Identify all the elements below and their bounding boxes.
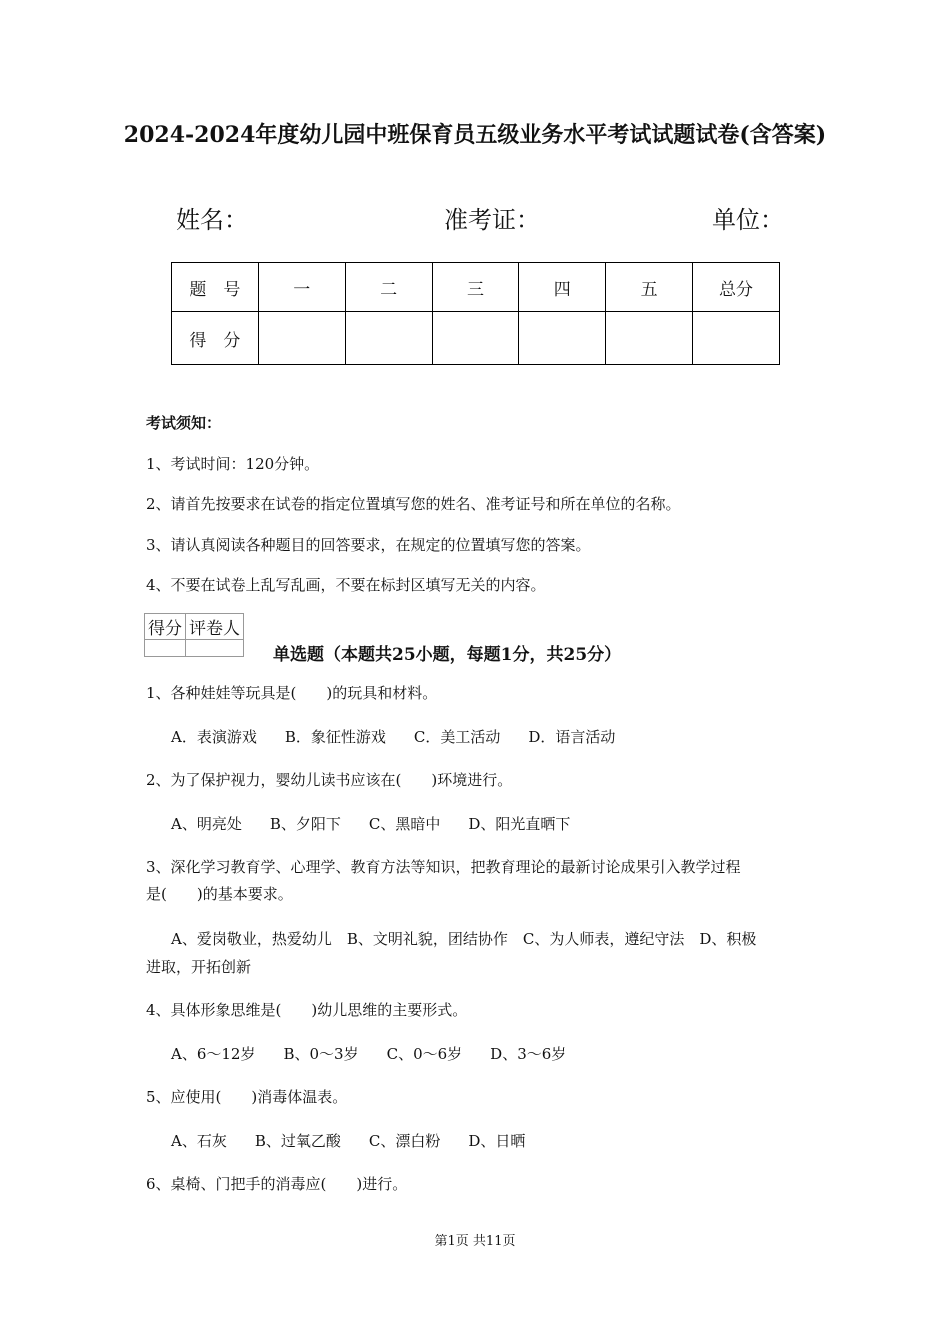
score-header-cell: 总分 bbox=[693, 263, 780, 312]
option-b[interactable]: B．象征性游戏 bbox=[284, 728, 386, 746]
score-header-cell: 二 bbox=[345, 263, 432, 312]
score-table bbox=[171, 262, 780, 365]
question-options[interactable]: A、爱岗敬业，热爱幼儿 B、文明礼貌，团结协作 C、为人师表，遵纪守法 D、积极 bbox=[171, 930, 757, 948]
page-title: 2024-2024年度幼儿园中班保育员五级业务水平考试试题试卷(含答案) bbox=[123, 122, 827, 148]
score-cell[interactable] bbox=[606, 312, 693, 365]
page-footer: 第1页 共11页 bbox=[434, 1234, 516, 1249]
score-cell[interactable] bbox=[258, 312, 345, 365]
unit-label: 单位： bbox=[712, 206, 784, 234]
option-c[interactable]: C、黑暗中 bbox=[368, 815, 441, 833]
notice-item: 4、不要在试卷上乱写乱画，不要在标封区填写无关的内容。 bbox=[146, 576, 546, 594]
option-d[interactable]: D、3～6岁 bbox=[490, 1045, 567, 1063]
option-b[interactable]: B、夕阳下 bbox=[269, 815, 341, 833]
option-c[interactable]: C．美工活动 bbox=[413, 728, 501, 746]
question-text: 4、具体形象思维是( )幼儿思维的主要形式。 bbox=[146, 1001, 468, 1019]
option-b[interactable]: B、过氧乙酸 bbox=[254, 1132, 341, 1150]
option-b[interactable]: B、0～3岁 bbox=[283, 1045, 359, 1063]
score-cell[interactable] bbox=[693, 312, 780, 365]
option-a[interactable]: A、石灰 bbox=[171, 1132, 227, 1150]
question-text: 6、桌椅、门把手的消毒应( )进行。 bbox=[146, 1175, 408, 1193]
question-options bbox=[171, 1130, 553, 1151]
question-options bbox=[171, 726, 643, 747]
grader-reviewer-label: 评卷人 bbox=[186, 614, 244, 640]
option-a[interactable]: A．表演游戏 bbox=[171, 728, 257, 746]
question-text: 5、应使用( )消毒体温表。 bbox=[146, 1088, 348, 1106]
grader-score-label: 得分 bbox=[145, 614, 186, 640]
question-text: 2、为了保护视力，婴幼儿读书应该在( )环境进行。 bbox=[146, 771, 513, 789]
score-cell[interactable] bbox=[432, 312, 519, 365]
score-header-cell: 一 bbox=[258, 263, 345, 312]
score-header-cell: 五 bbox=[606, 263, 693, 312]
score-cell[interactable] bbox=[345, 312, 432, 365]
score-row-label: 得 分 bbox=[172, 312, 259, 365]
grader-box bbox=[144, 613, 244, 657]
score-value-row bbox=[172, 312, 780, 365]
option-c[interactable]: C、0～6岁 bbox=[386, 1045, 463, 1063]
score-header-cell: 四 bbox=[519, 263, 606, 312]
question-text-continued: 是( )的基本要求。 bbox=[146, 885, 293, 903]
exam-number-label: 准考证： bbox=[444, 206, 540, 234]
score-cell[interactable] bbox=[519, 312, 606, 365]
notice-item: 3、请认真阅读各种题目的回答要求，在规定的位置填写您的答案。 bbox=[146, 536, 591, 554]
question-options bbox=[171, 813, 598, 834]
notice-heading: 考试须知： bbox=[146, 414, 222, 432]
grader-reviewer-cell[interactable] bbox=[186, 640, 244, 657]
score-header-cell: 三 bbox=[432, 263, 519, 312]
notice-item: 2、请首先按要求在试卷的指定位置填写您的姓名、准考证号和所在单位的名称。 bbox=[146, 495, 681, 513]
option-d[interactable]: D．语言活动 bbox=[528, 728, 616, 746]
option-d[interactable]: D、阳光直晒下 bbox=[468, 815, 571, 833]
question-text: 1、各种娃娃等玩具是( )的玩具和材料。 bbox=[146, 684, 438, 702]
score-header-cell: 题 号 bbox=[172, 263, 259, 312]
option-a[interactable]: A、6～12岁 bbox=[171, 1045, 256, 1063]
grader-score-cell[interactable] bbox=[145, 640, 186, 657]
option-a[interactable]: A、明亮处 bbox=[171, 815, 242, 833]
name-label: 姓名： bbox=[176, 206, 248, 234]
question-options bbox=[171, 1043, 594, 1064]
option-d[interactable]: D、日晒 bbox=[468, 1132, 526, 1150]
section-title: 单选题（本题共25小题，每题1分，共25分） bbox=[273, 645, 622, 665]
question-text: 3、深化学习教育学、心理学、教育方法等知识，把教育理论的最新讨论成果引入教学过程 bbox=[146, 858, 741, 876]
option-c[interactable]: C、漂白粉 bbox=[368, 1132, 441, 1150]
notice-item: 1、考试时间：120分钟。 bbox=[146, 455, 320, 473]
score-header-row bbox=[172, 263, 780, 312]
question-options-continued[interactable]: 进取，开拓创新 bbox=[146, 958, 252, 976]
